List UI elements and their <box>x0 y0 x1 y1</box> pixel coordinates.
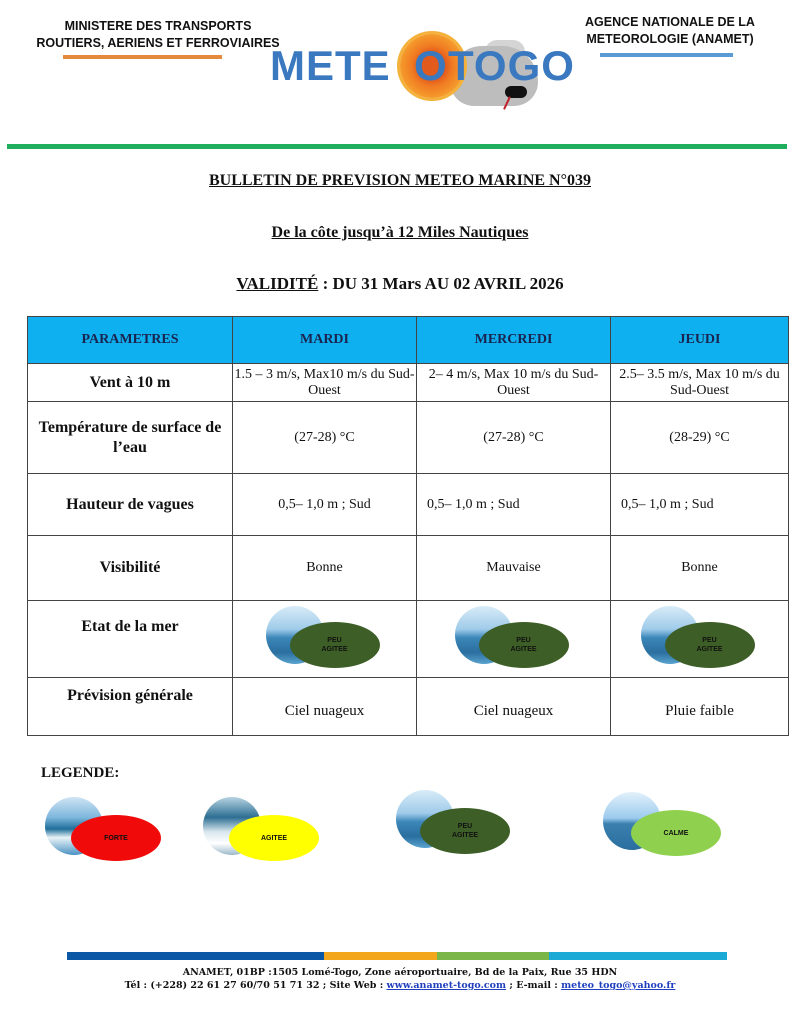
forecast-table <box>27 316 789 736</box>
website-link[interactable]: www.anamet-togo.com <box>386 980 507 991</box>
sea-state-badge: PEU AGITEE <box>420 808 510 854</box>
orange-divider <box>63 55 222 59</box>
footer-contact <box>0 980 800 991</box>
validity-line <box>0 274 800 294</box>
agency-line-1: AGENCE NATIONALE DE LA <box>585 15 755 29</box>
param-label: Prévision générale <box>28 678 233 736</box>
cell-mardi: Ciel nuageux <box>233 678 417 736</box>
table-row-visibilite <box>28 536 789 601</box>
footer-bar-blue <box>67 952 324 960</box>
cell-mardi: Bonne <box>233 536 417 601</box>
cell-mardi: (27-28) °C <box>233 402 417 474</box>
footer-color-bar <box>67 952 727 960</box>
sea-state-peu-agitee-icon <box>641 604 759 670</box>
cell-mercredi: 0,5– 1,0 m ; Sud <box>417 474 611 536</box>
table-row-etat-mer <box>28 601 789 678</box>
header-mardi: MARDI <box>233 317 417 364</box>
sea-state-badge: AGITEE <box>229 815 319 861</box>
header-mercredi: MERCREDI <box>417 317 611 364</box>
sea-state-badge: PEU AGITEE <box>290 622 380 668</box>
cell-mercredi: 2– 4 m/s, Max 10 m/s du Sud-Ouest <box>417 364 611 402</box>
meteo-togo-logo <box>270 28 575 110</box>
table-row-temperature <box>28 402 789 474</box>
validity-value: : DU 31 Mars AU 02 AVRIL 2026 <box>318 274 564 293</box>
bulletin-subtitle: De la côte jusqu’à 12 Miles Nautiques <box>271 224 529 241</box>
logo-text-o: O <box>414 42 448 89</box>
legend-item-calme <box>603 790 721 865</box>
legend-item-forte <box>45 795 163 870</box>
sea-state-agitee-icon <box>203 795 321 865</box>
legend-title: LEGENDE: <box>41 765 120 781</box>
sea-state-peu-agitee-icon <box>396 788 514 858</box>
agency-line-2: METEOROLOGIE (ANAMET) <box>586 32 754 46</box>
table-row-vent <box>28 364 789 402</box>
green-divider <box>7 144 787 149</box>
footer-bar-cyan <box>549 952 727 960</box>
cell-jeudi: 0,5– 1,0 m ; Sud <box>611 474 789 536</box>
cell-jeudi: Pluie faible <box>611 678 789 736</box>
cell-mardi: 1.5 – 3 m/s, Max10 m/s du Sud-Ouest <box>233 364 417 402</box>
bulletin-title: BULLETIN DE PREVISION METEO MARINE N°039 <box>208 172 591 189</box>
header-jeudi: JEUDI <box>611 317 789 364</box>
sea-state-badge: PEU AGITEE <box>665 622 755 668</box>
cell-mercredi: Mauvaise <box>417 536 611 601</box>
param-label: Vent à 10 m <box>28 364 233 402</box>
legend-item-peu-agitee <box>396 788 514 863</box>
footer-email-label: ; E-mail : <box>506 980 562 991</box>
table-row-prevision <box>28 678 789 736</box>
cell-jeudi: 2.5– 3.5 m/s, Max 10 m/s du Sud-Ouest <box>611 364 789 402</box>
logo-text-mete: METE <box>270 42 391 89</box>
param-label: Hauteur de vagues <box>28 474 233 536</box>
cell-jeudi: (28-29) °C <box>611 402 789 474</box>
cell-mercredi: (27-28) °C <box>417 402 611 474</box>
sea-state-peu-agitee-icon <box>266 604 384 670</box>
legend-item-agitee <box>203 795 321 870</box>
sea-state-forte-icon <box>45 795 163 865</box>
sea-state-badge: FORTE <box>71 815 161 861</box>
sea-state-badge: CALME <box>631 810 721 856</box>
footer-address: ANAMET, 01BP :1505 Lomé-Togo, Zone aéroportuaire, Bd de la Paix, Rue 35 HDN <box>182 967 618 978</box>
email-link[interactable]: meteo_togo@yahoo.fr <box>561 980 676 991</box>
cell-jeudi <box>611 601 789 678</box>
footer-bar-orange <box>324 952 436 960</box>
sea-state-badge: PEU AGITEE <box>479 622 569 668</box>
param-label: Température de surface de l’eau <box>28 402 233 474</box>
param-label: Etat de la mer <box>28 601 233 678</box>
cell-mercredi: Ciel nuageux <box>417 678 611 736</box>
cell-jeudi: Bonne <box>611 536 789 601</box>
table-row-vagues <box>28 474 789 536</box>
validity-label: VALIDITÉ <box>236 274 319 293</box>
table-header-row <box>28 317 789 364</box>
cell-mardi: 0,5– 1,0 m ; Sud <box>233 474 417 536</box>
blue-divider <box>600 53 733 57</box>
ministry-heading <box>28 18 288 52</box>
cell-mardi <box>233 601 417 678</box>
cell-mercredi <box>417 601 611 678</box>
footer-bar-green <box>437 952 549 960</box>
ministry-line-1: MINISTERE DES TRANSPORTS <box>64 19 252 33</box>
sea-state-calme-icon <box>603 790 721 860</box>
footer-phone: Tél : (+228) 22 61 27 60/70 51 71 32 ; Site Web : <box>124 980 387 991</box>
param-label: Visibilité <box>28 536 233 601</box>
header-parametres: PARAMETRES <box>28 317 233 364</box>
ministry-line-2: ROUTIERS, AERIENS ET FERROVIAIRES <box>36 36 280 50</box>
logo-text-togo: TOGO <box>448 42 575 89</box>
sea-state-peu-agitee-icon <box>455 604 573 670</box>
agency-heading <box>570 14 770 48</box>
